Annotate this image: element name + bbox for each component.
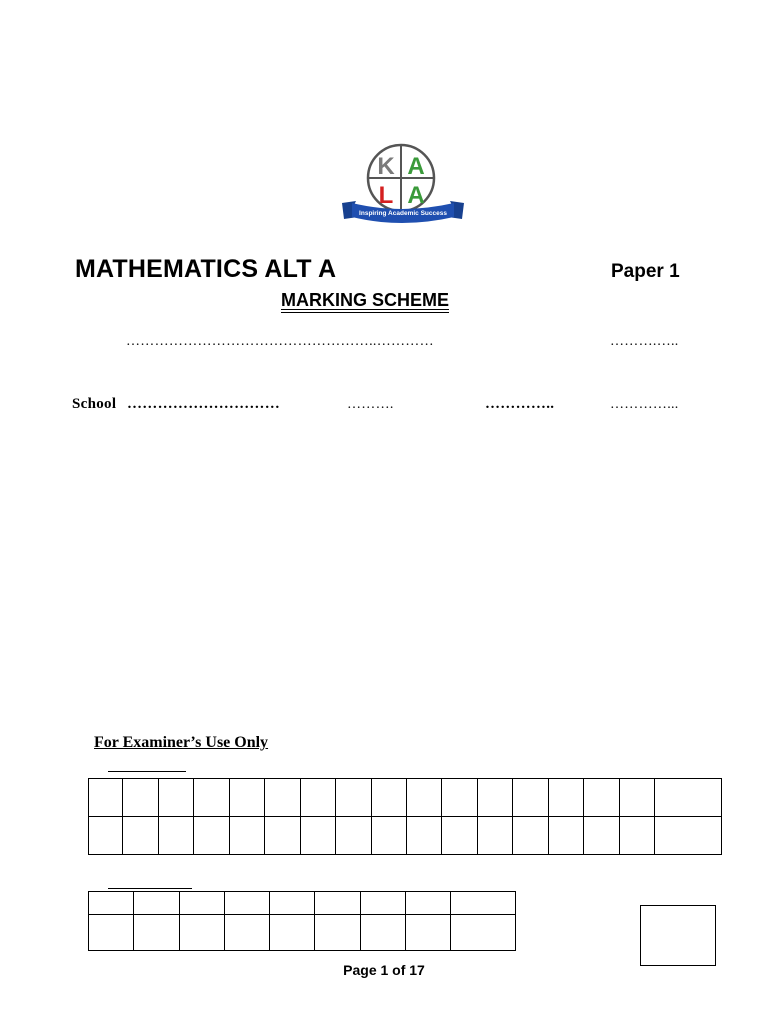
total-cell[interactable] <box>655 779 722 817</box>
page-number: Page 1 of 17 <box>343 962 425 978</box>
score-cell[interactable] <box>584 817 619 855</box>
score-cell[interactable] <box>513 779 548 817</box>
score-cell[interactable] <box>619 817 654 855</box>
grand-total-box[interactable] <box>640 905 716 966</box>
score-cell[interactable] <box>300 779 335 817</box>
score-table-a <box>88 778 722 855</box>
total-cell[interactable] <box>655 817 722 855</box>
score-cell[interactable] <box>224 915 269 951</box>
section-b-rule <box>108 888 192 889</box>
score-cell[interactable] <box>134 915 179 951</box>
score-cell[interactable] <box>442 817 477 855</box>
index-field[interactable]: ……….….. <box>610 334 679 349</box>
score-cell[interactable] <box>158 779 193 817</box>
score-cell[interactable] <box>584 779 619 817</box>
score-cell[interactable] <box>477 779 512 817</box>
score-cell[interactable] <box>89 915 134 951</box>
section-a-rule <box>108 771 186 772</box>
field-d[interactable]: …………... <box>610 397 679 412</box>
score-cell[interactable] <box>477 817 512 855</box>
score-cell[interactable] <box>134 892 179 915</box>
score-cell[interactable] <box>405 915 450 951</box>
field-b[interactable]: ………. <box>347 397 394 412</box>
score-cell[interactable] <box>265 779 300 817</box>
logo-letter-a-bottom: A <box>407 182 425 209</box>
score-cell[interactable] <box>179 892 224 915</box>
score-cell[interactable] <box>89 817 123 855</box>
score-cell[interactable] <box>229 779 264 817</box>
logo-letter-l: L <box>378 182 394 209</box>
score-cell[interactable] <box>123 779 158 817</box>
score-cell[interactable] <box>229 817 264 855</box>
score-cell[interactable] <box>89 779 123 817</box>
score-cell[interactable] <box>194 817 229 855</box>
score-cell[interactable] <box>300 817 335 855</box>
score-cell[interactable] <box>371 817 406 855</box>
score-cell[interactable] <box>123 817 158 855</box>
score-cell[interactable] <box>336 779 371 817</box>
score-cell[interactable] <box>89 892 134 915</box>
score-cell[interactable] <box>315 915 360 951</box>
score-cell[interactable] <box>548 779 583 817</box>
paper-number: Paper 1 <box>611 261 680 282</box>
score-cell[interactable] <box>360 915 405 951</box>
name-field[interactable]: ……………………………………………..………… <box>126 334 434 349</box>
total-cell[interactable] <box>451 915 516 951</box>
score-cell[interactable] <box>336 817 371 855</box>
score-cell[interactable] <box>548 817 583 855</box>
score-cell[interactable] <box>158 817 193 855</box>
score-cell[interactable] <box>619 779 654 817</box>
score-cell[interactable] <box>513 817 548 855</box>
school-label: School <box>72 396 117 412</box>
logo-letter-k: K <box>377 153 395 180</box>
score-cell[interactable] <box>315 892 360 915</box>
examiner-heading: For Examiner’s Use Only <box>94 734 269 751</box>
score-cell[interactable] <box>442 779 477 817</box>
total-cell[interactable] <box>451 892 516 915</box>
score-cell[interactable] <box>270 892 315 915</box>
score-table-b <box>88 891 516 951</box>
logo-tagline: Inspiring Academic Success <box>359 210 447 217</box>
score-cell[interactable] <box>194 779 229 817</box>
subtitle-wrap <box>0 290 730 311</box>
score-cell[interactable] <box>371 779 406 817</box>
score-cell[interactable] <box>406 779 441 817</box>
logo-letter-a-top: A <box>407 153 425 180</box>
score-cell[interactable] <box>179 915 224 951</box>
school-field[interactable]: ………………………… <box>127 396 280 412</box>
field-c[interactable]: ………….. <box>485 396 555 412</box>
school-logo <box>340 143 466 227</box>
score-cell[interactable] <box>265 817 300 855</box>
score-cell[interactable] <box>270 915 315 951</box>
exam-title: MATHEMATICS ALT A <box>75 255 337 283</box>
score-cell[interactable] <box>406 817 441 855</box>
score-cell[interactable] <box>405 892 450 915</box>
score-cell[interactable] <box>360 892 405 915</box>
marking-scheme-title: MARKING SCHEME <box>280 290 449 310</box>
score-cell[interactable] <box>224 892 269 915</box>
